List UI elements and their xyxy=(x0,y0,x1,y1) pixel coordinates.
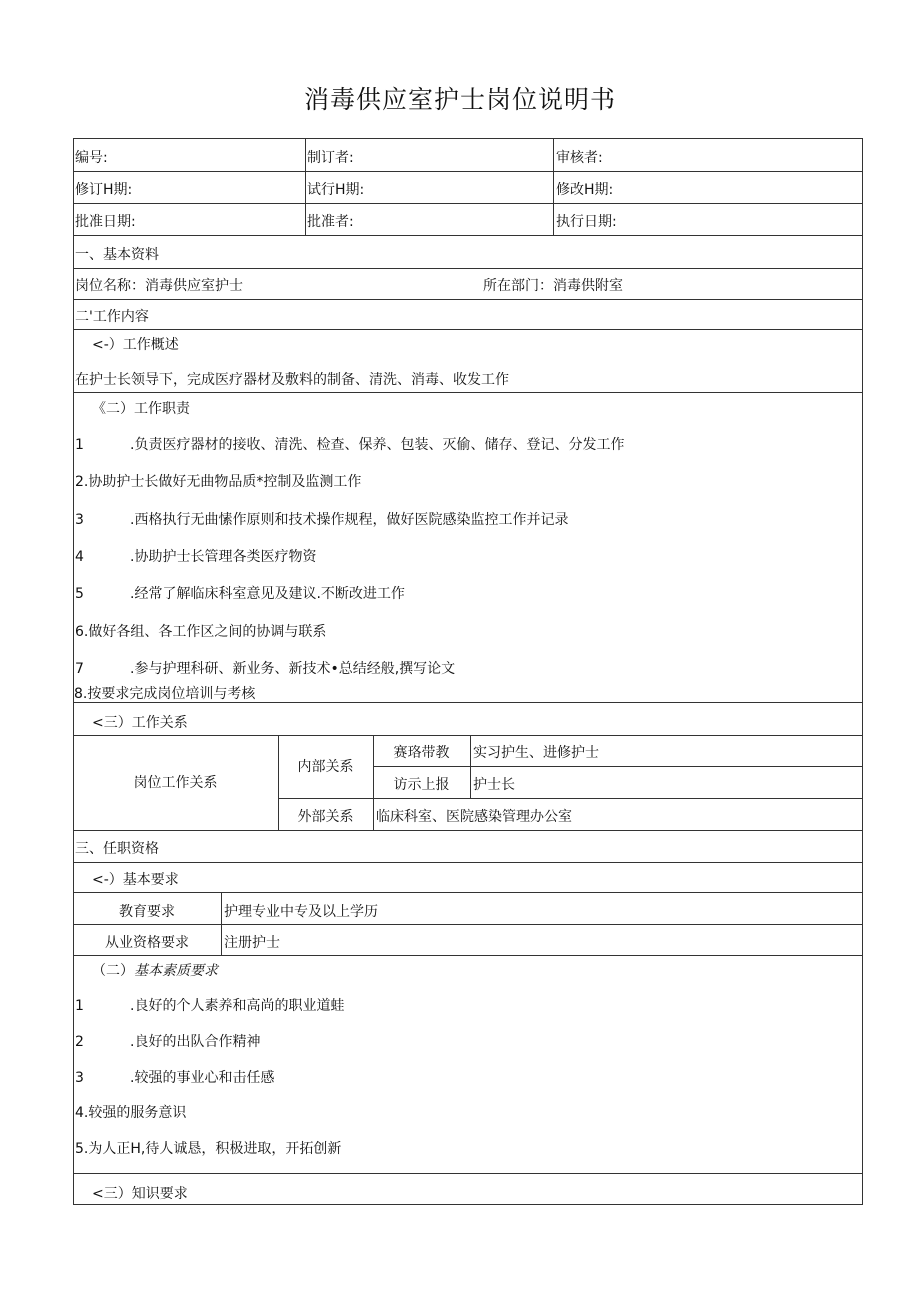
duty-item: 8.按要求完成岗位培训与考核 xyxy=(74,686,256,702)
row-divider xyxy=(373,766,863,767)
row-divider xyxy=(73,171,863,172)
row-divider xyxy=(278,798,863,799)
row-divider xyxy=(73,924,863,925)
quality-number: 3 xyxy=(75,1070,84,1086)
row-divider xyxy=(73,329,863,330)
section-work-heading: 二'工作内容 xyxy=(75,309,149,325)
author-label: 制订者: xyxy=(307,150,354,166)
external-relations-value: 临床科室、医院感染管理办公室 xyxy=(376,809,572,825)
quality-item: .较强的事业心和击任感 xyxy=(130,1070,275,1086)
trial-date-label: 试行H期: xyxy=(307,182,365,198)
row-divider xyxy=(73,299,863,300)
relations-heading: <三）工作关系 xyxy=(92,715,188,731)
relations-label: 岗位工作关系 xyxy=(133,775,218,791)
quality-heading-prefix: （二） xyxy=(92,963,134,979)
quality-number: 1 xyxy=(75,998,84,1014)
education-label: 教育要求 xyxy=(119,904,175,920)
supervise-label: 赛珞带教 xyxy=(393,745,450,761)
approver-label: 批准者: xyxy=(307,214,354,230)
duty-number: 4 xyxy=(75,549,84,565)
duty-item: 2.协助护士长做好无曲物品质*控制及监测工作 xyxy=(75,474,362,490)
license-value: 注册护士 xyxy=(224,935,280,951)
section-qualification-heading: 三、任职资格 xyxy=(75,841,159,857)
col-divider xyxy=(305,138,306,235)
basic-requirements-heading: <-）基本要求 xyxy=(92,872,179,888)
internal-relations-label: 内部关系 xyxy=(297,759,354,775)
row-divider xyxy=(73,235,863,236)
reviewer-label: 审核者: xyxy=(556,150,603,166)
row-divider xyxy=(73,392,863,393)
duty-number: 7 xyxy=(75,661,84,677)
section-basic-heading: 一、基本资料 xyxy=(75,247,159,263)
quality-number: 2 xyxy=(75,1034,84,1050)
quality-item: 5.为人正H,待人诚恳，积极进取，开拓创新 xyxy=(75,1141,342,1157)
row-divider xyxy=(73,830,863,831)
quality-item: .良好的出队合作精神 xyxy=(130,1034,261,1050)
quality-heading-main: 基本素质要求 xyxy=(134,963,218,979)
page-title: 消毒供应室护士岗位说明书 xyxy=(303,85,616,114)
quality-item: .良好的个人素养和高尚的职业道蛙 xyxy=(130,998,345,1014)
col-divider xyxy=(221,892,222,955)
col-divider xyxy=(470,735,471,798)
supervise-value: 实习护生、进修护士 xyxy=(473,745,599,761)
work-overview-text: 在护士长领导下，完成医疗器材及敷料的制备、清洗、消毒、收发工作 xyxy=(75,372,509,388)
col-divider xyxy=(553,138,554,235)
knowledge-heading: <三）知识要求 xyxy=(92,1186,188,1202)
duty-item: .负责医疗器材的接收、清洗、检查、保养、包装、灭偷、储存、登记、分发工作 xyxy=(130,437,625,453)
duty-item: 6.做好各组、各工作区之间的协调与联系 xyxy=(75,624,327,640)
approval-date-label: 批准日期: xyxy=(75,214,136,230)
duty-number: 3 xyxy=(75,512,84,528)
work-overview-heading: <-）工作概述 xyxy=(92,337,179,353)
row-divider xyxy=(73,203,863,204)
duty-item: .参与护理科研、新业务、新技术•总结经般,撰写论文 xyxy=(130,661,456,677)
external-relations-label: 外部关系 xyxy=(297,809,354,825)
modify-date-label: 修改H期: xyxy=(556,182,614,198)
row-divider xyxy=(73,955,863,956)
duties-heading: 《二）工作职责 xyxy=(92,401,190,417)
duty-item: .西格执行无曲愫作原则和技术操作规程，做好医院感染监控工作并记录 xyxy=(130,512,569,528)
row-divider xyxy=(73,892,863,893)
quality-heading xyxy=(92,962,218,980)
report-label: 访示上报 xyxy=(393,777,450,793)
duty-item-clipped xyxy=(74,686,674,702)
quality-item: 4.较强的服务意识 xyxy=(75,1105,187,1121)
report-value: 护士长 xyxy=(473,777,515,793)
effective-date-label: 执行日期: xyxy=(556,214,617,230)
serial-number-label: 编号: xyxy=(75,150,108,166)
department-name: 所在部门：消毒供附室 xyxy=(483,278,623,294)
education-value: 护理专业中专及以上学历 xyxy=(224,904,378,920)
revision-date-label: 修订H期: xyxy=(75,182,133,198)
row-divider xyxy=(73,268,863,269)
row-divider xyxy=(73,1173,863,1174)
duty-number: 5 xyxy=(75,586,84,602)
row-divider xyxy=(73,735,863,736)
row-divider xyxy=(73,862,863,863)
duty-item: .协助护士长管理各类医疗物资 xyxy=(130,549,317,565)
duty-item: .经常了解临床科室意见及建议.不断改进工作 xyxy=(130,586,405,602)
duty-number: 1 xyxy=(75,437,84,453)
license-label: 从业资格要求 xyxy=(105,935,189,951)
position-name: 岗位名称：消毒供应室护士 xyxy=(75,278,243,294)
